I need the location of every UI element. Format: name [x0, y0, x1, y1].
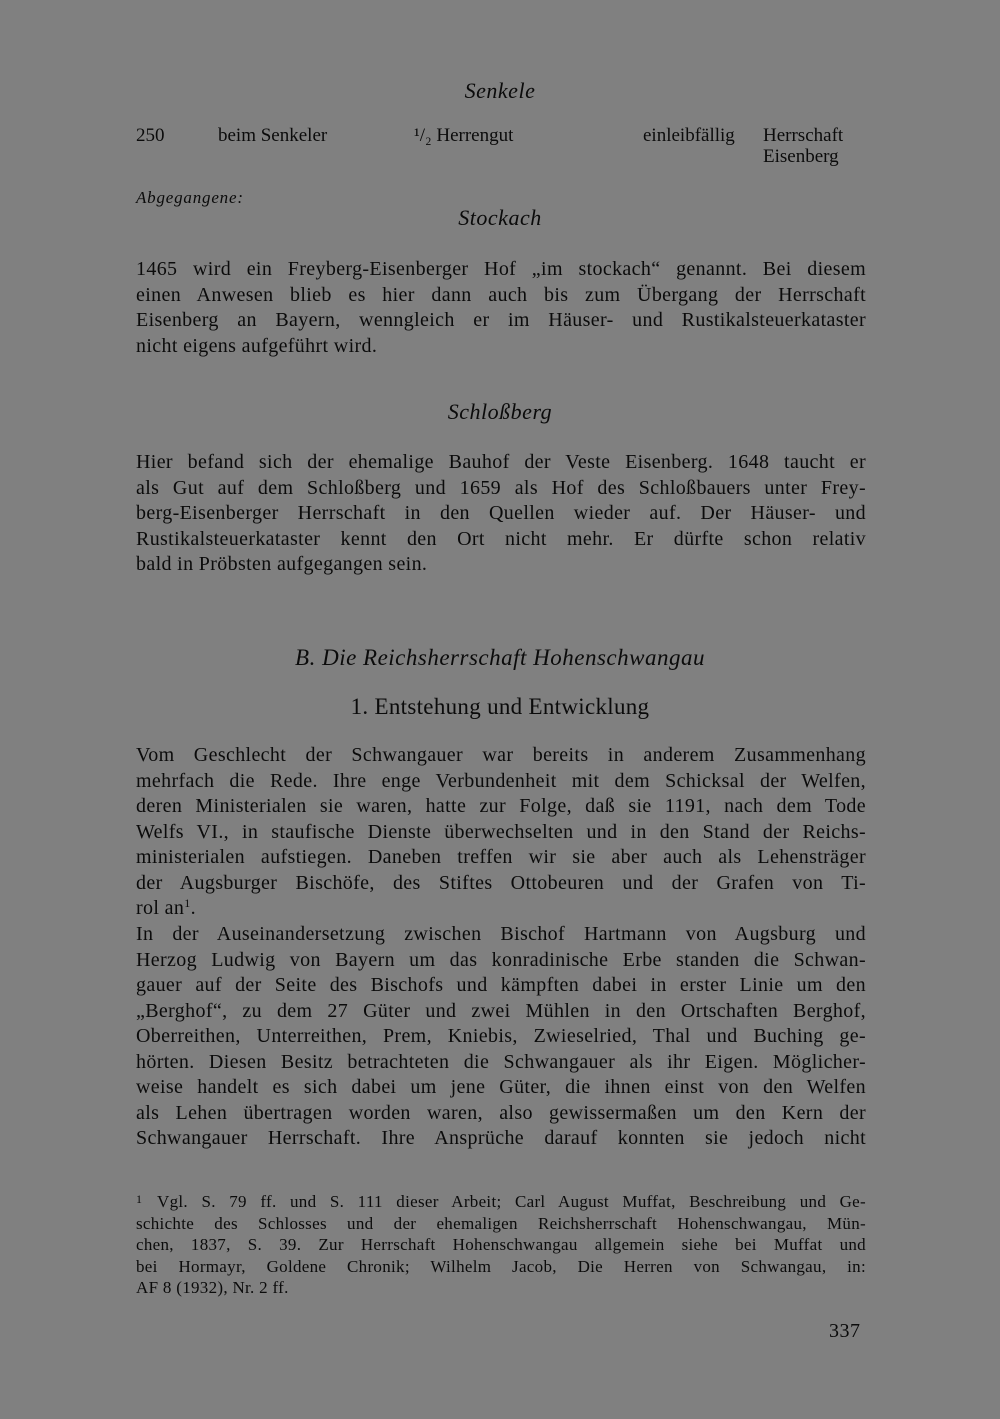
footnote-line: chen, 1837, S. 39. Zur Herrschaft Hohenschwangau allgemein siehe bei Muffat und	[136, 1235, 866, 1254]
text-line: gauer auf der Seite des Bischofs und kämpften dabei in erster Linie um den	[136, 974, 866, 996]
section-title-stockach: Stockach	[458, 205, 542, 230]
footnote-reference[interactable]: 1	[184, 896, 191, 910]
text-line: 1465 wird ein Freyberg-Eisenberger Hof „im stockach“ genannt. Bei diesem	[136, 258, 866, 280]
text-line: In der Auseinandersetzung zwischen Bischof Hartmann von Augsburg und	[136, 923, 866, 945]
text-line: Herzog Ludwig von Bayern um das konradinische Erbe standen die Schwan-	[136, 948, 866, 971]
text-line: weise handelt es sich dabei um jene Güter, die ihnen einst von den Welfen	[136, 1076, 866, 1098]
footnote-marker: 1	[136, 1192, 142, 1206]
section-title-senkele: Senkele	[464, 78, 536, 103]
row-owner-line2: Eisenberg	[763, 146, 839, 167]
text-line: hörten. Diesen Besitz betrachteten die Schwangauer als ihr Eigen. Möglicher-	[136, 1050, 866, 1073]
footnote-line: Vgl. S. 79 ff. und S. 111 dieser Arbeit; Carl August Muffat, Beschreibung und Ge-	[157, 1192, 866, 1211]
text-fragment: .	[190, 897, 196, 919]
footnote-line: AF 8 (1932), Nr. 2 ff.	[136, 1278, 289, 1297]
text-line: Hier befand sich der ehemalige Bauhof der Veste Eisenberg. 1648 taucht er	[136, 451, 866, 473]
part-b-paragraph-1	[136, 743, 866, 922]
row-status: einleibfällig	[643, 125, 735, 146]
part-b-paragraph-2	[136, 922, 866, 1152]
text-line: ministerialen aufstiegen. Daneben treffen wir sie aber auch als Lehensträger	[136, 846, 866, 868]
text-fragment: rol an	[136, 897, 185, 919]
text-line: berg-Eisenberger Herrschaft in den Quellen wieder auf. Der Häuser- und	[136, 502, 866, 524]
text-line: einen Anwesen blieb es hier dann auch bis zum Übergang der Herrschaft	[136, 283, 866, 306]
footnote	[136, 1191, 866, 1299]
text-line: Schwangauer Herrschaft. Ihre Ansprüche darauf konnten sie jedoch nicht	[136, 1127, 866, 1149]
row-owner-line1: Herrschaft	[763, 125, 844, 146]
text-line: als Lehen übertragen worden waren, also gewissermaßen um den Kern der	[136, 1101, 866, 1124]
text-line: Vom Geschlecht der Schwangauer war bereits in anderem Zusammenhang	[136, 744, 866, 766]
text-line: Eisenberg an Bayern, wenngleich er im Häuser- und Rustikalsteuerkataster	[136, 309, 866, 331]
section-title-schlossberg: Schloßberg	[447, 399, 553, 424]
text-line: Rustikalsteuerkataster kennt den Ort nicht mehr. Er dürfte schon relativ	[136, 527, 866, 550]
text-line: der Augsburger Bischöfe, des Stiftes Ottobeuren und der Grafen von Ti-	[136, 871, 866, 894]
text-line-with-footnote	[136, 896, 866, 922]
stockach-paragraph	[136, 257, 866, 359]
text-line: mehrfach die Rede. Ihre enge Verbundenheit mit dem Schicksal der Welfen,	[136, 769, 866, 792]
part-b-title: B. Die Reichsherrschaft Hohenschwangau	[295, 645, 705, 670]
footnote-line: schichte des Schlosses und der ehemaligen Reichsherrschaft Hohenschwangau, Mün-	[136, 1213, 866, 1233]
page-number: 337	[829, 1320, 861, 1342]
text-line: als Gut auf dem Schloßberg und 1659 als Hof des Schloßbauers unter Frey-	[136, 476, 866, 499]
text-line: „Berghof“, zu dem 27 Güter und zwei Mühlen in den Ortschaften Berghof,	[136, 999, 866, 1022]
text-line: bald in Pröbsten aufgegangen sein.	[136, 553, 428, 575]
row-size: ¹/₂ Herrengut	[414, 125, 514, 146]
row-name: beim Senkeler	[218, 125, 328, 146]
footnote-line: bei Hormayr, Goldene Chronik; Wilhelm Jacob, Die Herren von Schwangau, in:	[136, 1256, 866, 1276]
text-line: Welfs VI., in staufische Dienste überwechselten und in den Stand der Reichs-	[136, 820, 866, 843]
text-line: nicht eigens aufgeführt wird.	[136, 334, 378, 357]
schlossberg-paragraph	[136, 450, 866, 578]
text-line: deren Ministerialen sie waren, hatte zur Folge, daß sie 1191, nach dem Tode	[136, 795, 866, 817]
part-b-subtitle: 1. Entstehung und Entwicklung	[350, 694, 650, 719]
abgegangene-label: Abgegangene:	[136, 188, 244, 207]
text-line: Oberreithen, Unterreithen, Prem, Kniebis, Zwieselried, Thal und Buching ge-	[136, 1025, 866, 1047]
row-number: 250	[136, 125, 165, 146]
